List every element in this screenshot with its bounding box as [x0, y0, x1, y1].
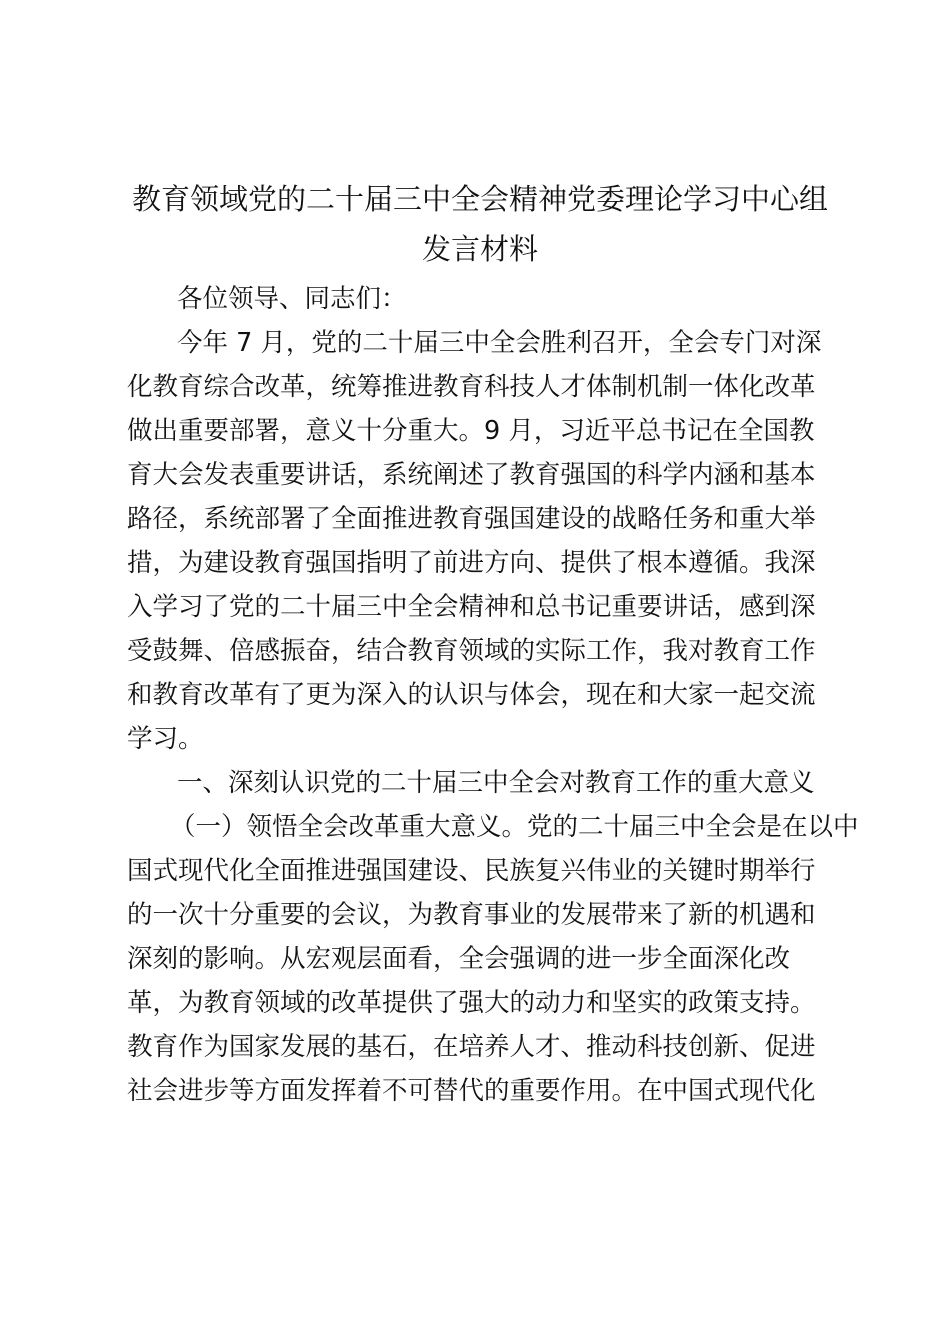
paragraph-line: 做出重要部署，意义十分重大。9 月，习近平总书记在全国教 [127, 416, 815, 446]
paragraph-line: 路径，系统部署了全面推进教育强国建设的战略任务和重大举 [127, 504, 816, 534]
document-title-line-1: 教育领域党的二十届三中全会精神党委理论学习中心组 [131, 182, 828, 216]
paragraph-line: 入学习了党的二十届三中全会精神和总书记重要讲话，感到深 [127, 592, 816, 622]
paragraph-line: 革，为教育领域的改革提供了强大的动力和坚实的政策支持。 [127, 988, 816, 1018]
paragraph-line: 学习。 [127, 724, 204, 754]
paragraph-line: 和教育改革有了更为深入的认识与体会，现在和大家一起交流 [127, 680, 816, 710]
paragraph-line: 社会进步等方面发挥着不可替代的重要作用。在中国式现代化 [127, 1076, 816, 1106]
salutation: 各位领导、同志们： [177, 284, 407, 314]
paragraph-line: 受鼓舞、倍感振奋，结合教育领域的实际工作，我对教育工作 [127, 636, 816, 666]
paragraph-line: 化教育综合改革，统筹推进教育科技人才体制机制一体化改革 [127, 372, 816, 402]
paragraph-line: 深刻的影响。从宏观层面看，全会强调的进一步全面深化改 [127, 944, 791, 974]
paragraph-line: 育大会发表重要讲话，系统阐述了教育强国的科学内涵和基本 [127, 460, 816, 490]
section-heading: 一、深刻认识党的二十届三中全会对教育工作的重大意义 [177, 768, 815, 798]
paragraph-line: 国式现代化全面推进强国建设、民族复兴伟业的关键时期举行 [127, 856, 816, 886]
paragraph-line: 今年 7 月，党的二十届三中全会胜利召开，全会专门对深 [177, 328, 822, 358]
document-title-line-2: 发言材料 [421, 232, 538, 266]
paragraph-line: （一）领悟全会改革重大意义。党的二十届三中全会是在以中 [170, 812, 859, 842]
paragraph-line: 措，为建设教育强国指明了前进方向、提供了根本遵循。我深 [127, 548, 816, 578]
paragraph-line: 教育作为国家发展的基石，在培养人才、推动科技创新、促进 [127, 1032, 816, 1062]
paragraph-line: 的一次十分重要的会议，为教育事业的发展带来了新的机遇和 [127, 900, 816, 930]
